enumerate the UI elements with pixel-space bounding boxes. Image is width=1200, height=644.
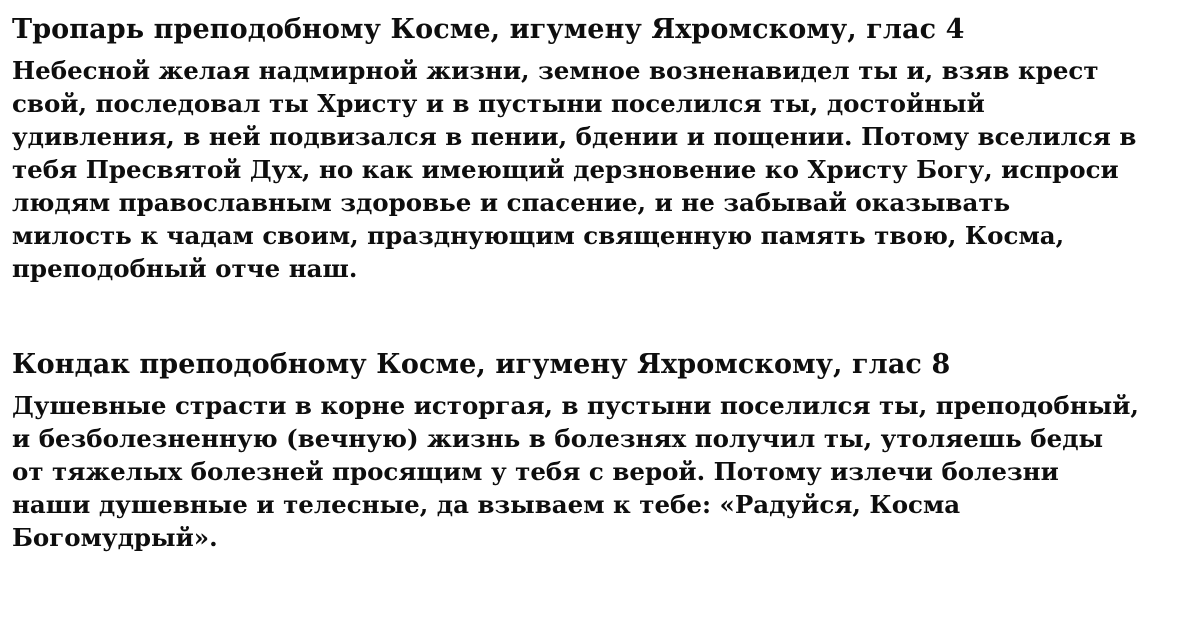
- troparion-line: свой, последовал ты Христу и в пустыни поселился ты, достойный: [12, 89, 985, 118]
- troparion-section: [12, 12, 1186, 285]
- kontakion-section: [12, 347, 1186, 554]
- kontakion-line: Богомудрый».: [12, 523, 218, 552]
- troparion-line: милость к чадам своим, празднующим священную память твою, Косма,: [12, 221, 1065, 250]
- troparion-title: Тропарь преподобному Косме, игумену Яхромскому, глас 4: [12, 14, 965, 45]
- kontakion-line: от тяжелых болезней просящим у тебя с верой. Потому излечи болезни: [12, 457, 1059, 486]
- kontakion-title: Кондак преподобному Косме, игумену Яхромскому, глас 8: [12, 349, 951, 380]
- troparion-line: преподобный отче наш.: [12, 254, 358, 283]
- kontakion-line: Душевные страсти в корне исторгая, в пустыни поселился ты, преподобный,: [12, 391, 1139, 420]
- kontakion-line: наши душевные и телесные, да взываем к тебе: «Радуйся, Косма: [12, 490, 961, 519]
- kontakion-line: и безболезненную (вечную) жизнь в болезнях получил ты, утоляешь беды: [12, 424, 1104, 453]
- kontakion-text: [12, 389, 1186, 554]
- troparion-line: людям православным здоровье и спасение, и не забывай оказывать: [12, 188, 1011, 217]
- troparion-line: Небесной желая надмирной жизни, земное возненавидел ты и, взяв крест: [12, 56, 1099, 85]
- troparion-line: тебя Пресвятой Дух, но как имеющий дерзновение ко Христу Богу, испроси: [12, 155, 1119, 184]
- troparion-line: удивления, в ней подвизался в пении, бдении и пощении. Потому вселился в: [12, 122, 1137, 151]
- troparion-text: [12, 54, 1186, 285]
